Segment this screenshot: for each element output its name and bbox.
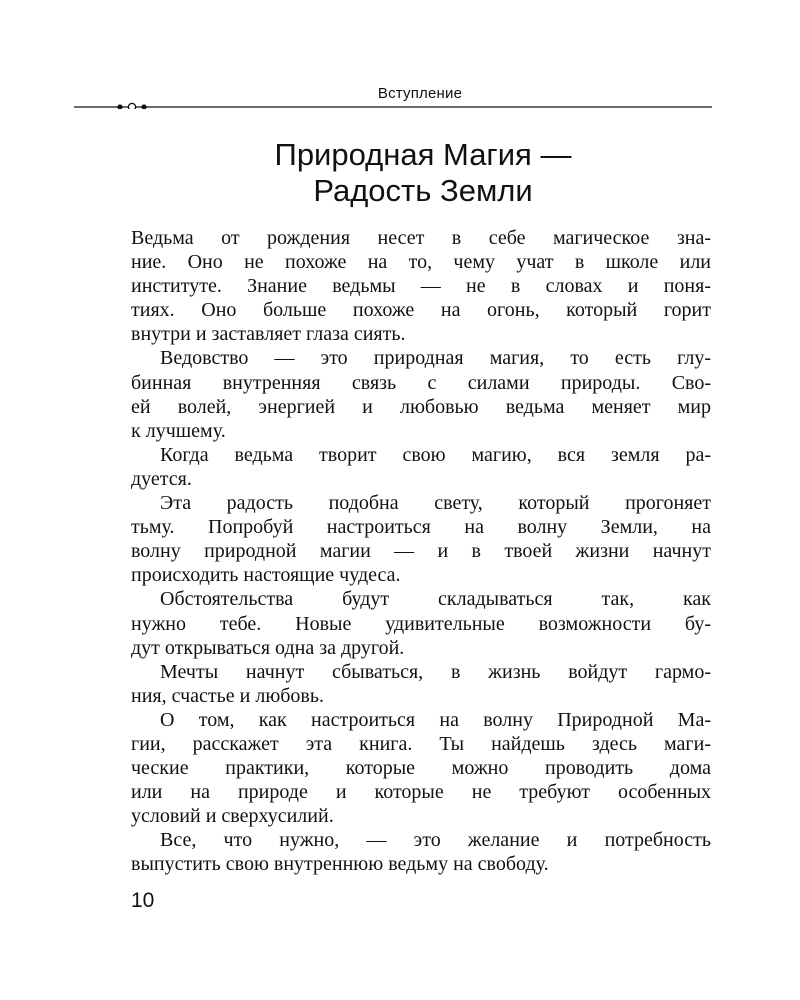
text-line: происходить настоящие чудеса.: [131, 564, 401, 587]
ornament-dot-right: [141, 104, 146, 109]
text-line: ние. Оно не похоже на то, чему учат в школе или: [131, 251, 711, 274]
text-line: ческие практики, которые можно проводить дома: [131, 757, 711, 780]
text-line: Мечты начнут сбываться, в жизнь войдут гармо-: [160, 660, 711, 683]
text-line: ния, счастье и любовь.: [131, 684, 324, 707]
paragraph: [131, 708, 711, 828]
text-line: Когда ведьма творит свою магию, вся земля ра-: [160, 443, 711, 466]
text-line: Эта радость подобна свету, который прогоняет: [160, 492, 711, 515]
running-header: Вступление: [377, 85, 463, 102]
text-line: волну природной магии — и в твоей жизни начнут: [131, 540, 711, 563]
chapter-title-line-2: Радость Земли: [313, 173, 533, 208]
text-line: гии, расскажет эта книга. Ты найдешь здесь маги-: [131, 732, 711, 755]
text-line: Ведовство — это природная магия, то есть глу-: [160, 347, 711, 370]
text-line: дут открываться одна за другой.: [131, 636, 405, 659]
ornament-dot-left: [117, 104, 122, 109]
text-line: институте. Знание ведьмы — не в словах и поня-: [131, 275, 711, 298]
ornament-ring-center: [128, 103, 135, 109]
chapter-title: [0, 137, 800, 209]
text-line: условий и сверхусилий.: [131, 805, 334, 828]
paragraph: [131, 587, 711, 659]
text-line: О том, как настроиться на волну Природной Ма-: [160, 708, 711, 731]
paragraph: [131, 346, 711, 442]
paragraph: [131, 660, 711, 708]
chapter-title-line-1: Природная Магия —: [274, 137, 572, 172]
text-line: ей волей, энергией и любовью ведьма меняет мир: [131, 395, 711, 418]
page-number: 10: [131, 889, 155, 912]
text-line: Ведьма от рождения несет в себе магическое зна-: [131, 227, 711, 249]
header-rule-ornament: [74, 97, 712, 109]
text-line: внутри и заставляет глаза сиять.: [131, 323, 406, 346]
paragraph: [131, 491, 711, 587]
text-line: Обстоятельства будут складываться так, как: [160, 588, 711, 611]
text-line: тиях. Оно больше похоже на огонь, который горит: [131, 299, 711, 322]
paragraph: [131, 828, 711, 876]
text-line: нужно тебе. Новые удивительные возможности бу-: [131, 612, 711, 635]
text-line: выпустить свою внутреннюю ведьму на свободу.: [131, 853, 549, 876]
text-line: или на природе и которые не требуют особенных: [131, 781, 711, 804]
text-line: к лучшему.: [131, 419, 226, 442]
paragraph: [131, 443, 711, 491]
text-line: дуется.: [131, 467, 192, 490]
paragraph: [131, 226, 711, 346]
body-text: [131, 226, 711, 877]
text-line: Все, что нужно, — это желание и потребность: [160, 829, 711, 852]
text-line: бинная внутренняя связь с силами природы. Сво-: [131, 371, 711, 394]
text-line: тьму. Попробуй настроиться на волну Земли, на: [131, 516, 711, 539]
